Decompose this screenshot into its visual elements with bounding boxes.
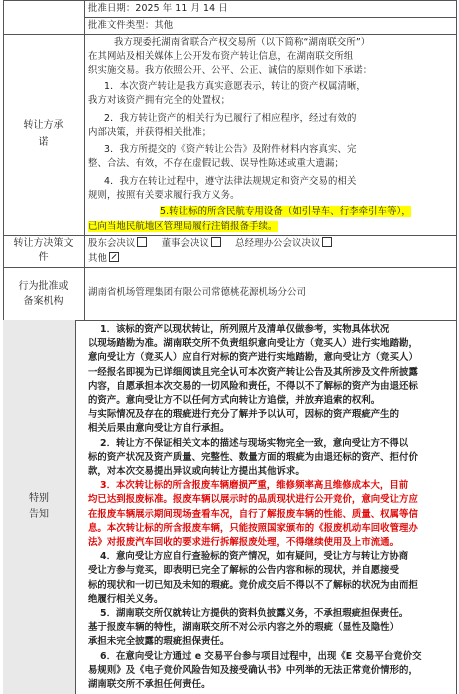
- notice-line: 的资产。意向受让方不以任何方式向转让方追偿，并放弃追索的权利。: [88, 395, 381, 406]
- decision-options: 股东会决议 董事会决议 总经理办公会议决议: [88, 237, 334, 251]
- notice-line: 1．该标的资产以现状转让，所列照片及清单仅做参考，实物具体状况: [100, 324, 390, 335]
- commitment-intro-1: 我方现委托湖南省联合产权交易所（以下简称“湖南联交所”）: [114, 37, 371, 48]
- commitment-intro-3: 织实施交易。我方依照公开、公平、公正、诚信的原则作如下承诺：: [88, 65, 373, 76]
- table-border-right: [456, 0, 457, 694]
- notice-line: 内容，自愿承担本次交易的一切风险和责任，不得以不了解标的资产为由退还标: [88, 380, 418, 392]
- notice-line: 承担未完全披露的瑕疵担保责任。: [88, 636, 230, 648]
- checkbox-board[interactable]: [211, 237, 221, 247]
- notice-line: 5．湖南联交所仅就转让方提供的资料负披露义务，不承担瑕疵担保责任。: [100, 608, 409, 619]
- table-border-top: [3, 0, 457, 1]
- notice-line: 湖南联交所不承担任何责任。: [88, 679, 211, 690]
- column-divider: [84, 0, 85, 320]
- checkbox-gm-office[interactable]: [322, 237, 332, 247]
- notice-line: 一经报名即视为已详细阅读且完全认可本次资产转让公告及其所涉及文件所披露: [88, 366, 418, 378]
- commitment-item-3a: 3．我方所提交的《资产转让公告》及附件材料内容真实、完: [104, 144, 357, 155]
- notice-line: 6．在意向受让方通过 e 交易平台参与项目过程中，出现《E 交易平台竞价交: [100, 650, 422, 662]
- notice-line: 标的资产状况及资产质量、完整性、数量方面的瑕疵为由退还标的资产、拒付价: [88, 451, 418, 463]
- commitment-item-1b: 我方对该资产拥有完全的处置权；: [88, 95, 231, 106]
- commitment-item-1a: 1．本次资产转让是我方真实意愿表示，转让的资产权属清晰，: [104, 81, 366, 92]
- approval-doc-type: 批准文件类型：其他: [88, 20, 174, 31]
- notice-line: 绝履行相关义务。: [88, 593, 164, 605]
- approver-label: 行为批准或备案机构: [18, 280, 69, 307]
- commitment-highlight-1: 5.转让标的所含民航专用设备（如引导车、行李牵引车等），: [160, 206, 411, 217]
- notice-line: 在报废车辆展示期间现场查看车况，自行了解报废车辆的性能、质量、权属等信: [88, 508, 418, 520]
- commitment-label: 转让方承诺: [23, 120, 64, 148]
- commitment-item-4b: 规则，按照有关要求履行我方义务。: [88, 190, 240, 201]
- notice-line: 法》对报废汽车回收的要求进行拆解报废处理，不得继续使用及上市流通。: [88, 537, 400, 548]
- notice-line: 易规则》及《电子竞价风险告知及接受确认书》中列举的无法正常竞价情形的，: [88, 664, 418, 676]
- commitment-item-4a: 4．我方在转让过程中，遵守法律法规规定和资产交易的相关: [104, 176, 357, 187]
- checkbox-shareholders[interactable]: [137, 237, 147, 247]
- notice-line: 息。本次转让标的所含报废车辆，只能按照国家颁布的《报废机动车回收管理办: [88, 522, 418, 534]
- notice-line: 以现场踏勘为准。湖南联交所不负责组织意向受让方（竞买人）进行实地踏勘，: [88, 338, 418, 350]
- approval-date: 批准日期：2025 年 11 月 14 日: [88, 3, 228, 14]
- notice-line: 意向受让方（竞买人）应自行对标的资产进行实地踏勘，意向受让方（竞买人）: [88, 352, 418, 364]
- notice-line: 基于报废车辆的特性，湖南联交所不对公示内容之外的瑕疵（显性及隐性）: [88, 622, 400, 634]
- checkbox-other[interactable]: [109, 252, 119, 262]
- notice-line: 2．转让方不保证相关文本的描述与现场实物完全一致，意向受让方不得以: [100, 437, 409, 449]
- notice-line: 相关后果由意向受让方自行承担。: [88, 423, 230, 435]
- notice-line: 款，对本次交易提出异议或向转让方提出其他诉求。: [88, 466, 305, 477]
- notice-line: 3．本次转让标的所含报废车辆磨损严重，维修频率高且维修成本大，目前: [100, 480, 409, 492]
- commitment-item-2a: 2．我方转让资产的相关行为已履行了相应程序，经过有效的: [104, 113, 357, 124]
- notice-line: 均已达到报废标准。报废车辆以展示时的品质现状进行公开竞价，意向受让方应: [88, 494, 418, 506]
- notice-line: 受让方参与竞买，即表明已完全了解标的公告内容和标的现状，并自愿接受: [88, 565, 400, 577]
- decision-other: 其他: [88, 252, 121, 266]
- special-notice-label: 特别告知: [3, 320, 75, 694]
- notice-line: 与实际情况及存在的瑕疵进行充分了解并予以认可，因标的资产瑕疵产生的: [88, 409, 400, 421]
- decision-label: 转让方决策文件: [13, 238, 74, 263]
- approver-value: 湖南省机场管理集团有限公司常德桃花源机场分公司: [88, 287, 306, 298]
- commitment-item-3b: 整、合法、有效，不存在虚假记载、误导性陈述或重大遗漏；: [88, 158, 344, 169]
- notice-line: 4．意向受让方应自行查验标的资产情况，如有疑问，受让方与转让方协商: [100, 551, 409, 563]
- commitment-highlight-2: 已向当地民航地区管理局履行注销报备手续。: [88, 221, 278, 232]
- commitment-intro-2: 在其网站及相关媒体上公开发布资产转让信息，在湖南联交所组: [88, 51, 354, 62]
- commitment-item-2b: 内部决策，并获得相关批准；: [88, 127, 212, 138]
- notice-line: 标的现状和一切已知及未知的瑕疵。竞价成交后不得以不了解标的状况为由而拒: [88, 579, 418, 591]
